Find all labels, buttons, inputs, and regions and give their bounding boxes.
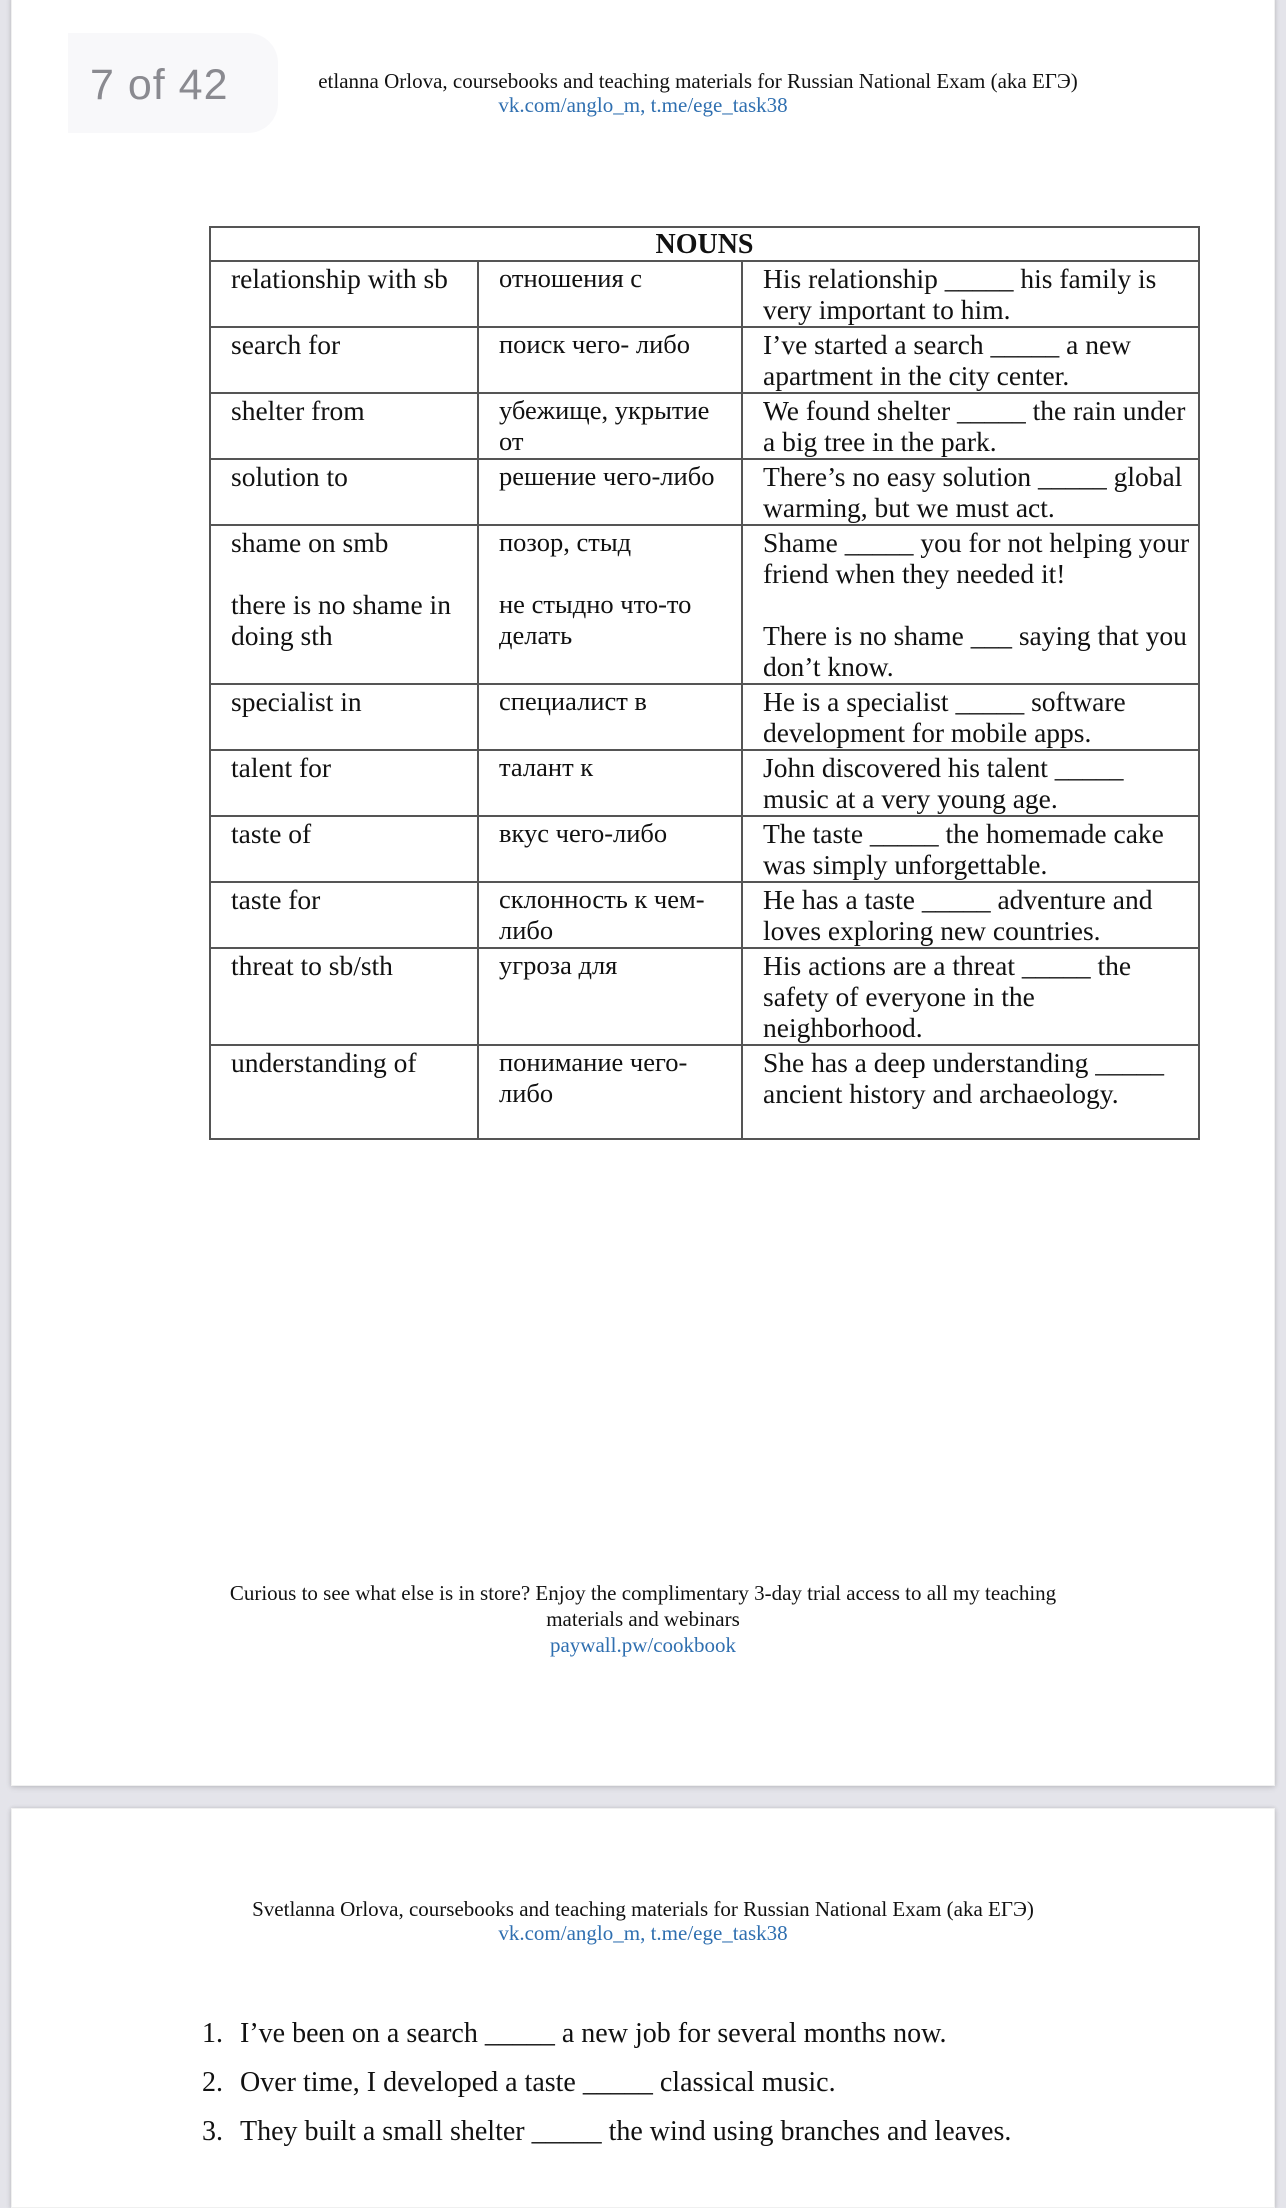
exercise-list: [202, 2009, 1011, 2156]
exercise-text: I’ve been on a search _____ a new job for several months now.: [240, 2018, 947, 2049]
example-text-2: There is no shame ___ saying that you don’t know.: [763, 620, 1187, 682]
example-cell: His relationship _____ his family is very important to him.: [742, 261, 1199, 327]
promo-text-line-2: materials and webinars: [546, 1607, 740, 1631]
nouns-table: [209, 226, 1200, 1140]
table-row: [210, 948, 1199, 1045]
phrase-cell: search for: [210, 327, 478, 393]
example-text: Shame _____ you for not helping your friend when they needed it!: [763, 527, 1190, 589]
exercise-item: [202, 2058, 1011, 2107]
header-links[interactable]: vk.com/anglo_m, t.me/ege_task38: [498, 1921, 788, 1945]
translation-cell: специалист в: [478, 684, 742, 750]
exercise-number: 2.: [202, 2067, 223, 2098]
document-page-8: [11, 1808, 1275, 2208]
translation-cell: [478, 525, 742, 684]
translation-text: позор, стыд: [499, 527, 632, 557]
table-title: NOUNS: [210, 227, 1199, 261]
table-row: [210, 525, 1199, 684]
translation-text-2: не стыдно что-то делать: [499, 589, 692, 650]
table-row: [210, 816, 1199, 882]
example-cell: She has a deep understanding _____ ancient history and archaeology.: [742, 1045, 1199, 1139]
phrase-cell: threat to sb/sth: [210, 948, 478, 1045]
example-cell: The taste _____ the homemade cake was simply unforgettable.: [742, 816, 1199, 882]
page-header: [12, 1897, 1274, 1945]
page-counter-text: 7 of 42: [90, 61, 229, 109]
phrase-cell: taste for: [210, 882, 478, 948]
table-row: [210, 261, 1199, 327]
exercise-number: 3.: [202, 2116, 223, 2147]
document-page-7: [11, 0, 1275, 1786]
phrase-cell: relationship with sb: [210, 261, 478, 327]
table-row: [210, 393, 1199, 459]
exercise-text: Over time, I developed a taste _____ classical music.: [240, 2067, 836, 2098]
translation-cell: отношения с: [478, 261, 742, 327]
exercise-item: [202, 2009, 1011, 2058]
author-line: Svetlanna Orlova, coursebooks and teaching materials for Russian National Exam (aka ЕГЭ): [252, 1897, 1034, 1921]
example-cell: He is a specialist _____ software development for mobile apps.: [742, 684, 1199, 750]
phrase-cell: understanding of: [210, 1045, 478, 1139]
translation-cell: талант к: [478, 750, 742, 816]
example-cell: John discovered his talent _____ music at a very young age.: [742, 750, 1199, 816]
table-row: [210, 1045, 1199, 1139]
promo-text-line-1: Curious to see what else is in store? Enjoy the complimentary 3-day trial access to all my teaching: [229, 1581, 1057, 1605]
translation-cell: склонность к чем-либо: [478, 882, 742, 948]
exercise-number: 1.: [202, 2018, 223, 2049]
phrase-text-2: there is no shame in doing sth: [231, 589, 451, 651]
translation-cell: решение чего-либо: [478, 459, 742, 525]
example-cell: There’s no easy solution _____ global warming, but we must act.: [742, 459, 1199, 525]
table-row: [210, 459, 1199, 525]
promo-block: [12, 1580, 1274, 1658]
phrase-cell: solution to: [210, 459, 478, 525]
page-counter-badge: [68, 33, 278, 133]
translation-cell: угроза для: [478, 948, 742, 1045]
table-row: [210, 750, 1199, 816]
exercise-text: They built a small shelter _____ the wind using branches and leaves.: [240, 2116, 1012, 2147]
example-cell: We found shelter _____ the rain under a big tree in the park.: [742, 393, 1199, 459]
translation-cell: вкус чего-либо: [478, 816, 742, 882]
example-cell: I’ve started a search _____ a new apartment in the city center.: [742, 327, 1199, 393]
translation-cell: понимание чего-либо: [478, 1045, 742, 1139]
example-cell: He has a taste _____ adventure and loves exploring new countries.: [742, 882, 1199, 948]
table-row: [210, 327, 1199, 393]
phrase-text: shame on smb: [231, 527, 389, 558]
phrase-cell: taste of: [210, 816, 478, 882]
phrase-cell: shelter from: [210, 393, 478, 459]
phrase-cell: specialist in: [210, 684, 478, 750]
promo-link[interactable]: paywall.pw/cookbook: [549, 1633, 737, 1657]
author-line: etlanna Orlova, coursebooks and teaching materials for Russian National Exam (aka ЕГЭ): [318, 69, 1078, 93]
phrase-cell: talent for: [210, 750, 478, 816]
table-row: [210, 684, 1199, 750]
phrase-cell: [210, 525, 478, 684]
translation-cell: убежище, укрытие от: [478, 393, 742, 459]
example-cell: His actions are a threat _____ the safety of everyone in the neighborhood.: [742, 948, 1199, 1045]
table-row: [210, 882, 1199, 948]
header-links[interactable]: vk.com/anglo_m, t.me/ege_task38: [498, 93, 788, 117]
example-cell: [742, 525, 1199, 684]
exercise-item: [202, 2107, 1011, 2156]
translation-cell: поиск чего- либо: [478, 327, 742, 393]
